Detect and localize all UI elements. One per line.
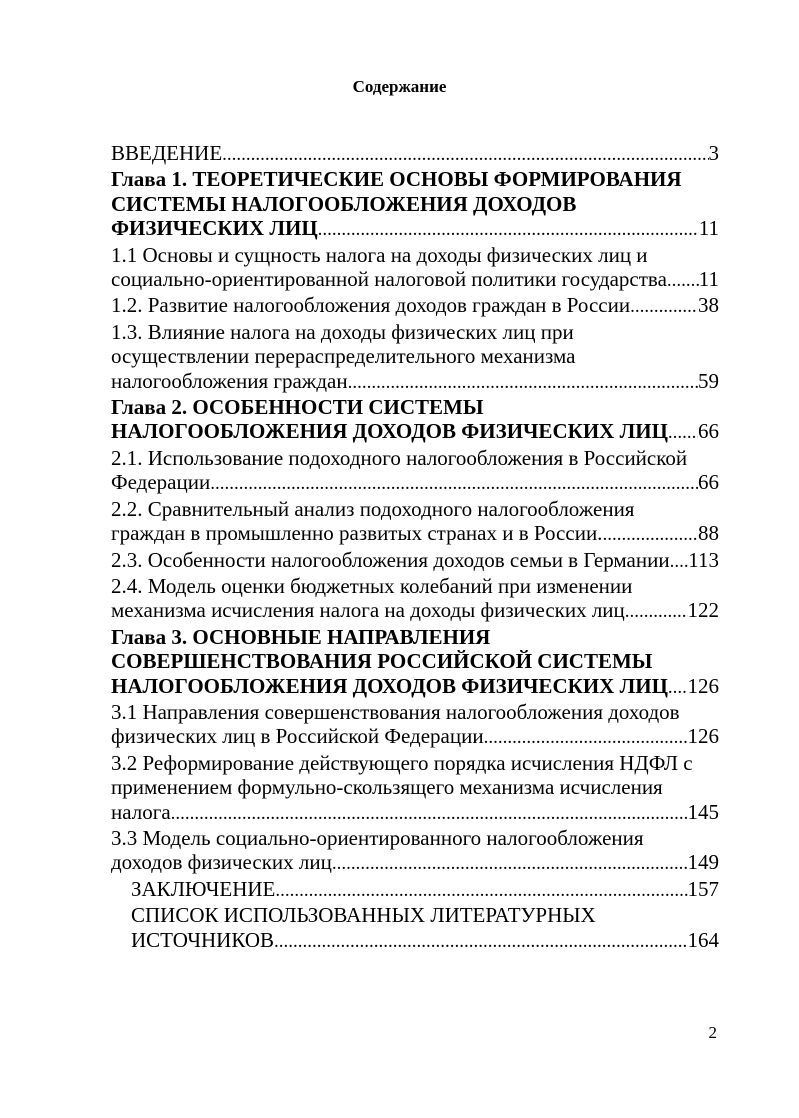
toc-entry-text: 3.2 Реформирование действующего порядка исчисления НДФЛ с [111,750,693,775]
toc-entry-text: Глава 1. ТЕОРЕТИЧЕСКИЕ ОСНОВЫ ФОРМИРОВАНИЯ [111,167,682,192]
toc-page-number: 11 [698,267,719,292]
toc-entry-text: осуществлении перераспределительного механизма [111,344,576,369]
toc-entry-text: СОВЕРШЕНСТВОВАНИЯ РОССИЙСКОЙ СИСТЕМЫ [111,649,653,674]
dot-leader [668,421,698,445]
toc-page-number: 164 [687,927,719,952]
toc-entry-line [111,141,719,167]
dot-leader [667,269,699,293]
toc-entry-line [131,877,719,903]
dot-leader [602,523,698,547]
toc-entry-line [111,369,719,395]
toc-entry-text: ЗАКЛЮЧЕНИЕ [131,876,276,901]
toc-page-number: 126 [687,673,719,698]
toc-entry [111,548,719,574]
toc-entry-line [111,850,719,876]
toc-entry-line [111,548,719,574]
toc-entry [111,574,719,625]
toc-page-number: 126 [687,724,719,749]
toc-entry-text: 3.1 Направления совершенствования налогообложения доходов [111,699,680,724]
toc-entry [111,446,719,497]
dot-leader [318,218,699,242]
toc-entry [111,903,719,954]
dot-leader [275,879,687,903]
toc-entry-text: социально-ориентированной налоговой политики государства [111,267,667,292]
toc-entry [111,320,719,395]
dot-leader [668,676,688,700]
toc-page-number: 122 [687,598,719,623]
dot-leader [348,371,698,395]
toc-entry-text: 1.3. Влияние налога на доходы физических лиц при [111,319,574,344]
toc-entry-text: физических лиц в Российской Федерации [111,724,484,749]
toc-entry [111,877,719,903]
toc-entry-text: НАЛОГООБЛОЖЕНИЯ ДОХОДОВ ФИЗИЧЕСКИХ ЛИЦ [111,419,668,444]
dot-leader [210,472,698,496]
toc-entry-text: 2.4. Модель оценки бюджетных колебаний при изменении [111,573,633,598]
toc-entry-text: Федерации [111,470,211,495]
toc-entry [111,700,719,751]
toc-entry-text: 2.1. Использование подоходного налогообложения в Российской [111,445,688,470]
dot-leader [484,726,688,750]
toc-page-number: 38 [698,293,719,318]
toc-entry [111,625,719,700]
toc-entry [111,167,719,242]
toc-entry-line [131,928,719,954]
toc-entry-line [111,216,719,242]
toc-page-number: 145 [687,799,719,824]
toc-page-number: 59 [698,368,719,393]
page-number: 2 [708,1023,717,1042]
dot-leader [332,852,688,876]
dot-leader [625,600,688,624]
toc-entry-text: 1.1 Основы и сущность налога на доходы физических лиц и [111,242,648,267]
toc-entry-line [111,419,719,445]
toc-entry [111,243,719,294]
dot-leader [670,550,689,574]
toc-entry [111,497,719,548]
toc-page-number: 11 [698,216,719,241]
toc-entry-text: Глава 2. ОСОБЕННОСТИ СИСТЕМЫ [111,395,484,420]
toc-entry-text: ИСТОЧНИКОВ [131,927,275,952]
toc-entry-text: 2.2. Сравнительный анализ подоходного налогообложения [111,496,635,521]
toc-page-number: 157 [687,876,719,901]
toc-entry [111,751,719,826]
toc-entry-text: 3.3 Модель социально-ориентированного налогообложения [111,825,644,850]
toc-entry [111,826,719,877]
table-of-contents [111,141,719,954]
toc-page-number: 88 [698,521,719,546]
toc-entry [111,293,719,319]
toc-entry-text: 2.3. Особенности налогообложения доходов семьи в Германии [111,547,670,572]
toc-entry-text: доходов физических лиц [111,850,332,875]
page-title: Содержание [352,77,447,96]
toc-entry-text: ФИЗИЧЕСКИХ ЛИЦ [111,216,318,241]
toc-entry-text: Глава 3. ОСНОВНЫЕ НАПРАВЛЕНИЯ [111,624,491,649]
toc-entry-line [111,470,719,496]
toc-entry-text: 1.2. Развитие налогообложения доходов граждан в России [111,293,631,318]
toc-entry [111,141,719,167]
toc-entry-text: налогообложения граждан [111,368,348,393]
toc-entry-line [111,598,719,624]
toc-page-number: 3 [708,141,719,165]
toc-entry-text: механизма исчисления налога на доходы физических лиц [111,598,625,623]
toc-page-number: 66 [698,419,719,444]
dot-leader [171,802,688,826]
dot-leader [274,930,687,954]
toc-entry [111,395,719,446]
toc-page-number: 113 [688,547,719,572]
toc-page-number: 149 [687,850,719,875]
dot-leader [222,143,708,167]
toc-entry-line [111,674,719,700]
toc-entry-text: ВВЕДЕНИЕ [111,141,223,165]
toc-entry-line [111,724,719,750]
toc-entry-text: НАЛОГООБЛОЖЕНИЯ ДОХОДОВ ФИЗИЧЕСКИХ ЛИЦ [111,673,668,698]
toc-entry-text: налога [111,799,171,824]
toc-entry-line [111,293,719,319]
toc-entry-line [111,267,719,293]
toc-page-number: 66 [698,470,719,495]
toc-entry-text: СПИСОК ИСПОЛЬЗОВАННЫХ ЛИТЕРАТУРНЫХ [131,903,596,928]
toc-entry-text: СИСТЕМЫ НАЛОГООБЛОЖЕНИЯ ДОХОДОВ [111,191,577,216]
toc-entry-line [111,800,719,826]
dot-leader [630,295,698,319]
toc-entry-text: применением формульно-скользящего механизма исчисления [111,775,663,800]
toc-entry-text: граждан в промышленно развитых странах и в России. [111,521,603,546]
toc-entry-line [111,521,719,547]
